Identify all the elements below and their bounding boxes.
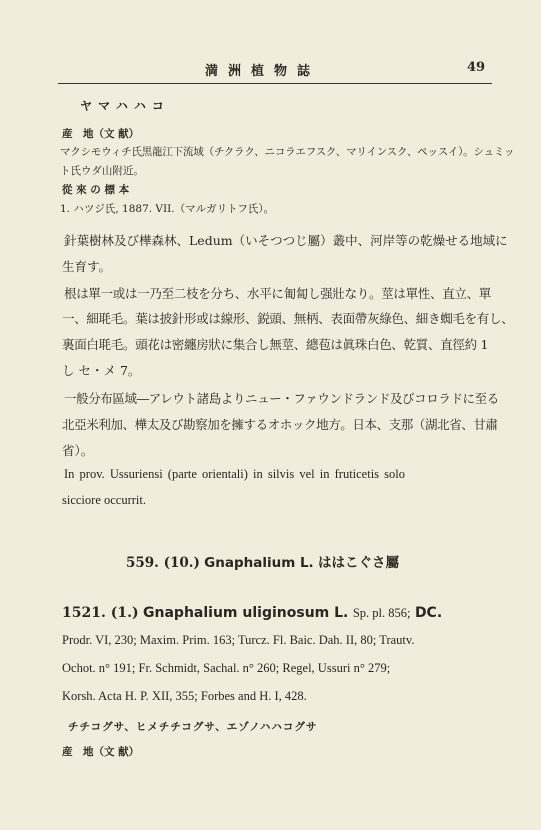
header-rule xyxy=(58,83,492,84)
specimens-heading: 從 來 の 標 本 xyxy=(62,184,130,196)
species-number: 1521. (1.) xyxy=(62,605,139,621)
species-reference: Sp. pl. 856; xyxy=(352,606,411,620)
description-line: 一、細毦毛。葉は披針形或は線形、鋭頭、無柄、表面帶灰綠色、細き蜘毛を有し、 xyxy=(62,311,514,326)
locality-text: マクシモウィチ氏黒龍江下流域（チクラク、ニコラエフスク、マリインスク、ペッスイ）。シュミッ xyxy=(60,146,515,158)
footer-locality-heading: 産 地（文 献） xyxy=(62,746,140,758)
description-line: し セ・メ 7。 xyxy=(62,363,141,378)
species-heading xyxy=(62,605,442,621)
species-scientific-name: Gnaphalium uliginosum L. xyxy=(143,605,349,621)
specimen-entry: 1. ハツジ氏, 1887. VII.（マルガリトフ氏）。 xyxy=(60,203,275,215)
description-line: 根は單一或は一乃至二枝を分ち、水平に匍匐し强壯なり。莖は單性、直立、單 xyxy=(64,286,492,301)
species-references: Ochot. n° 191; Fr. Schmidt, Sachal. n° 260; Regel, Ussuri n° 279; xyxy=(62,661,391,675)
species-reference-author: DC. xyxy=(414,605,443,621)
habitat-paragraph: 針葉樹林及び樺森林、Ledum（いそつつじ屬）叢中、河岸等の乾燥せる地域に xyxy=(64,233,508,248)
genus-japanese-name: ははこぐさ屬 xyxy=(318,555,399,571)
distribution-line: 一般分布區域―アレウト諸島よりニュー・ファウンドランド及びコロラドに至る xyxy=(64,391,499,406)
latin-diagnosis-cont: sicciore occurrit. xyxy=(62,493,146,507)
locality-text-cont: ト氏ウダ山附近。 xyxy=(60,165,144,177)
latin-diagnosis: In prov. Ussuriensi (parte orientali) in silvis vel in fruticetis solo xyxy=(64,467,406,481)
running-header-title: 満洲植物誌 xyxy=(205,64,321,79)
description-line: 裏面白毦毛。頭花は密纏房狀に集合し無莖、總苞は眞珠白色、乾質、直徑約 1 xyxy=(62,337,489,352)
species-references: Korsh. Acta H. P. XII, 355; Forbes and H. I, 428. xyxy=(62,689,307,703)
species-name: ヤマハハコ xyxy=(80,99,170,113)
distribution-line: 省）。 xyxy=(62,443,94,458)
common-names: チチコグサ、ヒメチチコグサ、エゾノハハコグサ xyxy=(68,721,318,733)
distribution-line: 北亞米利加、樺太及び勘察加を擁するオホック地方。日本、支那（湖北省、甘肅 xyxy=(62,417,498,432)
genus-number: 559. (10.) xyxy=(126,555,200,571)
species-references: Prodr. VI, 230; Maxim. Prim. 163; Turcz. Fl. Baic. Dah. II, 80; Trautv. xyxy=(62,633,415,647)
locality-heading: 産 地（文 献） xyxy=(62,128,140,140)
genus-name: Gnaphalium L. xyxy=(204,555,314,571)
page-number: 49 xyxy=(467,60,486,75)
habitat-paragraph-cont: 生育す。 xyxy=(62,259,112,274)
genus-heading xyxy=(126,551,399,571)
